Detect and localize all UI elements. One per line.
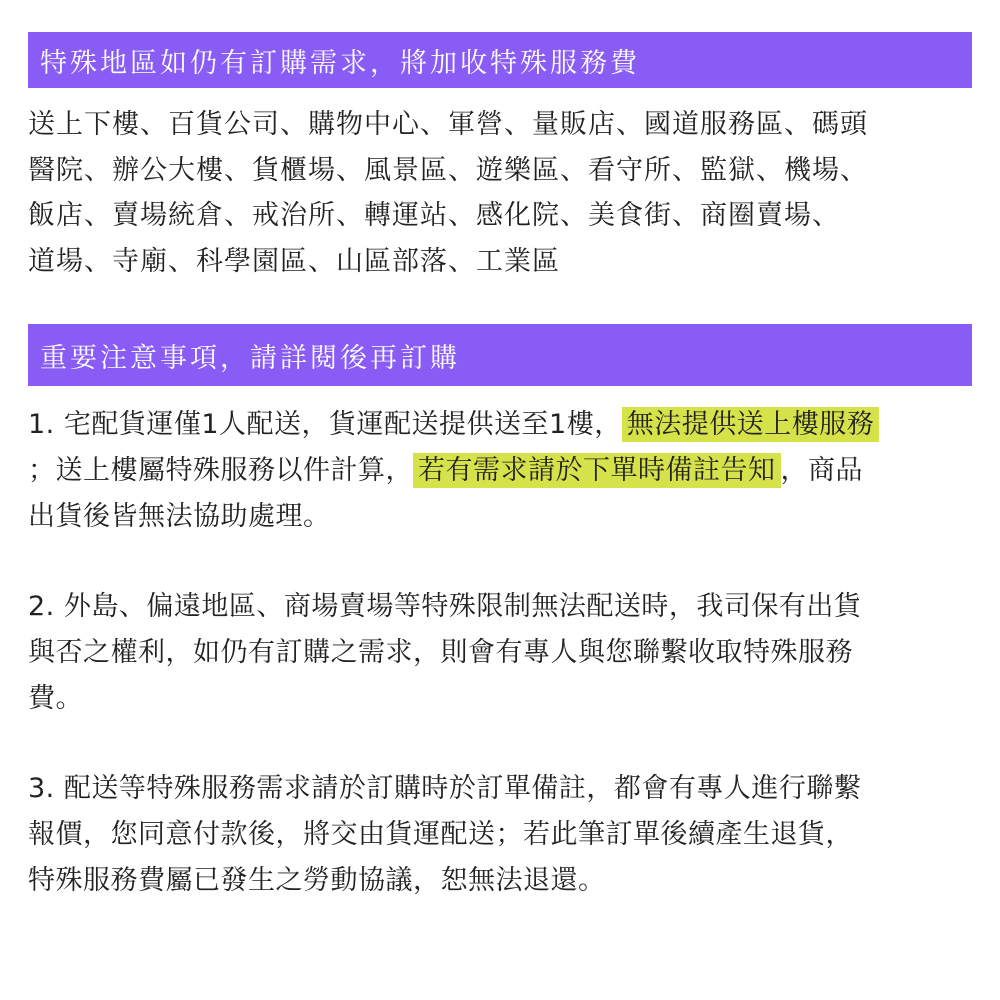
notice-heading-text: 重要注意事項，請詳閱後再訂購 (40, 342, 460, 374)
notice-line (28, 448, 972, 494)
notice-item-1 (28, 402, 972, 540)
notice-line: 2. 外島、偏遠地區、商場賣場等特殊限制無法配送時，我司保有出貨 (28, 591, 862, 622)
notice-line: 費。 (28, 683, 83, 714)
special-areas-list (28, 102, 972, 284)
special-areas-line: 飯店、賣場統倉、戒治所、轉運站、感化院、美食街、商圈賣場、 (28, 200, 840, 231)
notice-line: 與否之權利，如仍有訂購之需求，則會有專人與您聯繫收取特殊服務 (28, 637, 853, 668)
special-areas-line: 送上下樓、百貨公司、購物中心、軍營、量販店、國道服務區、碼頭 (28, 109, 868, 140)
notice-line: 報價，您同意付款後，將交由貨運配送；若此筆訂單後續產生退貨， (28, 819, 853, 850)
special-areas-heading (28, 32, 972, 88)
special-areas-line: 醫院、辦公大樓、貨櫃場、風景區、遊樂區、看守所、監獄、機場、 (28, 154, 868, 186)
notice-text: ，商品 (780, 455, 863, 486)
special-areas-heading-text: 特殊地區如仍有訂購需求，將加收特殊服務費 (40, 47, 640, 79)
notice-line: 3. 配送等特殊服務需求請於訂購時於訂單備註，都會有專人進行聯繫 (28, 773, 862, 804)
highlighted-text: 無法提供送上樓服務 (622, 407, 880, 442)
notice-heading (28, 324, 972, 386)
notice-text: 1. 宅配貨運僅1人配送，貨運配送提供送至1樓， (28, 409, 622, 440)
special-areas-line: 道場、寺廟、科學園區、山區部落、工業區 (28, 245, 560, 277)
notice-item-3 (28, 766, 972, 904)
notice-item-2 (28, 584, 972, 722)
notice-line: 出貨後皆無法協助處理。 (28, 501, 331, 532)
notice-text: ；送上樓屬特殊服務以件計算， (28, 455, 413, 486)
highlighted-text: 若有需求請於下單時備註告知 (413, 453, 781, 488)
notice-line (28, 402, 972, 448)
notice-list (28, 402, 972, 948)
notice-line: 特殊服務費屬已發生之勞動協議，恕無法退還。 (28, 865, 606, 896)
